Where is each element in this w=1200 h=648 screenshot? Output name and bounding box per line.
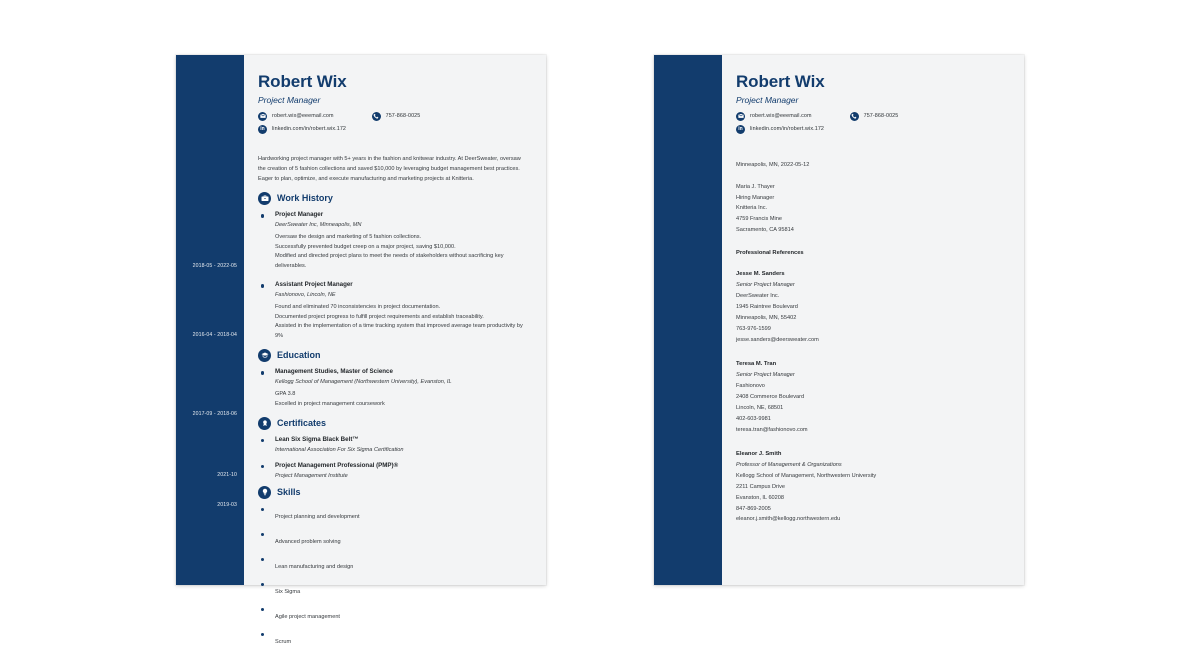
work-entry-line: Found and eliminated 70 inconsistencies in project documentation. <box>275 303 441 310</box>
work-entry-line: Successfully prevented budget creep on a major project, saving $10,000. <box>275 243 456 250</box>
skill-label: Advanced problem solving <box>275 538 341 545</box>
work-entry-description <box>275 233 524 272</box>
bullet-icon <box>261 508 264 511</box>
letter-location-date: Minneapolis, MN, 2022-05-12 <box>736 161 810 168</box>
recipient-line: Hiring Manager <box>736 194 775 201</box>
education-entry-line: GPA 3.8 <box>275 390 296 397</box>
candidate-name: Robert Wix <box>736 72 825 91</box>
candidate-name: Robert Wix <box>258 72 347 91</box>
page-2-content <box>722 55 1024 585</box>
work-entry-subtitle: Fashionovo, Lincoln, NE <box>275 291 336 298</box>
work-entry-line: Documented project progress to fulfill project requirements and establish traceability. <box>275 313 484 320</box>
contact-line-2 <box>258 125 524 134</box>
education-entry-line: Excelled in project management coursework <box>275 400 385 407</box>
contact-email-text: robert.wix@eeemail.com <box>750 113 812 120</box>
section-title-skills: Skills <box>277 487 301 498</box>
reference-line: eleanor.j.smith@kellogg.northwestern.edu <box>736 516 841 523</box>
bullet-icon <box>261 371 264 374</box>
graduation-cap-icon <box>258 349 271 362</box>
bullet-icon <box>261 284 264 287</box>
section-title-work-history: Work History <box>277 193 333 204</box>
work-entry-line: Assisted in the implementation of a time tracking system that improved average team productivity by 9% <box>275 323 523 340</box>
reference-name: Eleanor J. Smith <box>736 450 782 457</box>
education-entry-subtitle: Kellogg School of Management (Northwestern University), Evanston, IL <box>275 378 452 385</box>
envelope-icon <box>736 112 745 121</box>
reference-line: Kellogg School of Management, Northwestern University <box>736 472 877 479</box>
section-header-skills <box>258 486 524 499</box>
reference-line: jesse.sanders@deersweater.com <box>736 336 819 343</box>
skill-label: Lean manufacturing and design <box>275 563 354 570</box>
contact-email[interactable] <box>258 112 334 121</box>
spacer <box>736 236 1002 250</box>
reference-line: Evanston, IL 60208 <box>736 494 784 501</box>
section-skills <box>258 486 524 648</box>
reference-role: Professor of Management & Organizations <box>736 461 842 468</box>
reference-line: 2408 Commerce Boulevard <box>736 393 805 400</box>
section-title-certificates: Certificates <box>277 418 327 429</box>
work-entry <box>258 211 524 272</box>
contact-email-text: robert.wix@eeemail.com <box>272 113 334 120</box>
contact-linkedin[interactable] <box>258 125 346 134</box>
bullet-icon <box>261 633 264 636</box>
work-entry-title: Project Manager <box>275 210 324 218</box>
certificate-entry-subtitle: Project Management Institute <box>275 472 348 479</box>
reference-block <box>736 449 1002 526</box>
timeline-date-work-1: 2018-05 - 2022-05 <box>192 263 237 269</box>
certificate-entry-title: Lean Six Sigma Black Belt™ <box>275 435 359 443</box>
reference-role: Senior Project Manager <box>736 372 795 379</box>
contact-phone[interactable] <box>850 112 899 121</box>
certificate-entry-title: Project Management Professional (PMP)® <box>275 461 399 469</box>
bullet-icon <box>261 214 264 217</box>
education-entry <box>258 368 524 410</box>
skill-label: Six Sigma <box>275 588 301 595</box>
briefcase-icon <box>258 192 271 205</box>
envelope-icon <box>258 112 267 121</box>
work-entry-description <box>275 303 524 342</box>
reference-line: 847-869-2005 <box>736 505 771 512</box>
contact-linkedin-text: linkedin.com/in/robert.wix.172 <box>272 126 347 133</box>
certificate-entry <box>258 462 524 479</box>
resume-page-1[interactable] <box>176 55 546 645</box>
skill-item <box>258 580 524 598</box>
reference-name: Jesse M. Sanders <box>736 271 785 278</box>
contact-phone[interactable] <box>372 112 421 121</box>
phone-icon <box>850 112 859 121</box>
references-heading: Professional References <box>736 250 804 257</box>
contact-phone-text: 757-868-0025 <box>863 113 899 120</box>
reference-line: 763-976-1599 <box>736 326 771 333</box>
phone-icon <box>372 112 381 121</box>
section-title-education: Education <box>277 350 321 361</box>
page-2-sidebar <box>654 55 722 585</box>
section-education <box>258 349 524 410</box>
recipient-line: Maria J. Thayer <box>736 183 775 190</box>
skill-item <box>258 605 524 623</box>
work-entry-line: Modified and directed project plans to meet the needs of stakeholders without sacrificing key deliverables. <box>275 253 504 270</box>
reference-line: 1945 Raintree Boulevard <box>736 304 798 311</box>
contact-line-1 <box>258 112 524 121</box>
candidate-job-title: Project Manager <box>258 94 321 105</box>
spacer <box>736 171 1002 182</box>
bullet-icon <box>261 533 264 536</box>
reference-line: 2211 Campus Drive <box>736 483 786 490</box>
skill-item <box>258 505 524 523</box>
certificate-entry-subtitle: International Association For Six Sigma Certification <box>275 446 404 453</box>
section-header-work-history <box>258 192 524 205</box>
contact-details <box>736 112 1002 134</box>
reference-line: Minneapolis, MN, 55402 <box>736 315 797 322</box>
work-entry <box>258 281 524 342</box>
section-certificates <box>258 417 524 479</box>
linkedin-icon: in <box>736 125 745 134</box>
certificate-entry <box>258 436 524 453</box>
skill-item <box>258 530 524 548</box>
contact-email[interactable] <box>736 112 812 121</box>
reference-line: Lincoln, NE, 68501 <box>736 404 784 411</box>
reference-line: teresa.tran@fashionovo.com <box>736 426 808 433</box>
letter-location-date-block <box>736 160 1002 171</box>
recipient-line: 4759 Francis Mine <box>736 216 783 223</box>
contact-phone-text: 757-868-0025 <box>385 113 421 120</box>
timeline-date-certificate-2: 2019-03 <box>217 502 237 508</box>
reference-block <box>736 359 1002 436</box>
skill-item <box>258 555 524 573</box>
reference-block <box>736 269 1002 346</box>
lightbulb-icon <box>258 486 271 499</box>
education-entry-title: Management Studies, Master of Science <box>275 367 393 375</box>
bullet-icon <box>261 608 264 611</box>
recipient-line: Knitteria Inc. <box>736 205 768 212</box>
work-entry-subtitle: DeerSweater Inc, Minneapolis, MN <box>275 221 362 228</box>
linkedin-icon: in <box>258 125 267 134</box>
contact-linkedin[interactable] <box>736 125 824 134</box>
reference-line: 402-603-9981 <box>736 415 771 422</box>
bullet-icon <box>261 439 264 442</box>
reference-line: DeerSweater Inc. <box>736 293 780 300</box>
professional-summary: Hardworking project manager with 5+ years in the fashion and knitwear industry. At DeerSweater, oversaw the creation of 5 fashion collections and saved $10,000 by leveraging budget management best practices. Eager to plan, optimize, and execute manufacturing and marketing projects at Knitteria. <box>258 155 521 183</box>
skill-label: Project planning and development <box>275 513 360 520</box>
reference-role: Senior Project Manager <box>736 282 795 289</box>
timeline-date-work-2: 2016-04 - 2018-04 <box>192 332 237 338</box>
medal-icon <box>258 417 271 430</box>
reference-line: Fashionovo <box>736 383 765 390</box>
section-header-education <box>258 349 524 362</box>
contact-details <box>258 112 524 134</box>
candidate-job-title: Project Manager <box>736 94 799 105</box>
contact-linkedin-text: linkedin.com/in/robert.wix.172 <box>750 126 825 133</box>
reference-name: Teresa M. Tran <box>736 360 777 367</box>
timeline-date-education-1: 2017-09 - 2018-06 <box>192 411 237 417</box>
page-1-content <box>244 55 546 645</box>
section-work-history <box>258 192 524 342</box>
page-1-sidebar <box>176 55 244 585</box>
contact-line-1 <box>736 112 1002 121</box>
bullet-icon <box>261 465 264 468</box>
recipient-line: Sacramento, CA 95814 <box>736 227 794 234</box>
education-entry-description <box>275 390 524 410</box>
skill-item <box>258 630 524 648</box>
bullet-icon <box>261 583 264 586</box>
work-entry-line: Oversaw the design and marketing of 5 fashion collections. <box>275 233 422 240</box>
skill-label: Scrum <box>275 638 292 645</box>
timeline-date-certificate-1: 2021-10 <box>217 472 237 478</box>
skill-label: Agile project management <box>275 613 340 620</box>
resume-page-2[interactable] <box>654 55 1024 585</box>
contact-line-2 <box>736 125 1002 134</box>
section-header-certificates <box>258 417 524 430</box>
letter-recipient-block <box>736 182 1002 237</box>
work-entry-title: Assistant Project Manager <box>275 280 353 288</box>
bullet-icon <box>261 558 264 561</box>
